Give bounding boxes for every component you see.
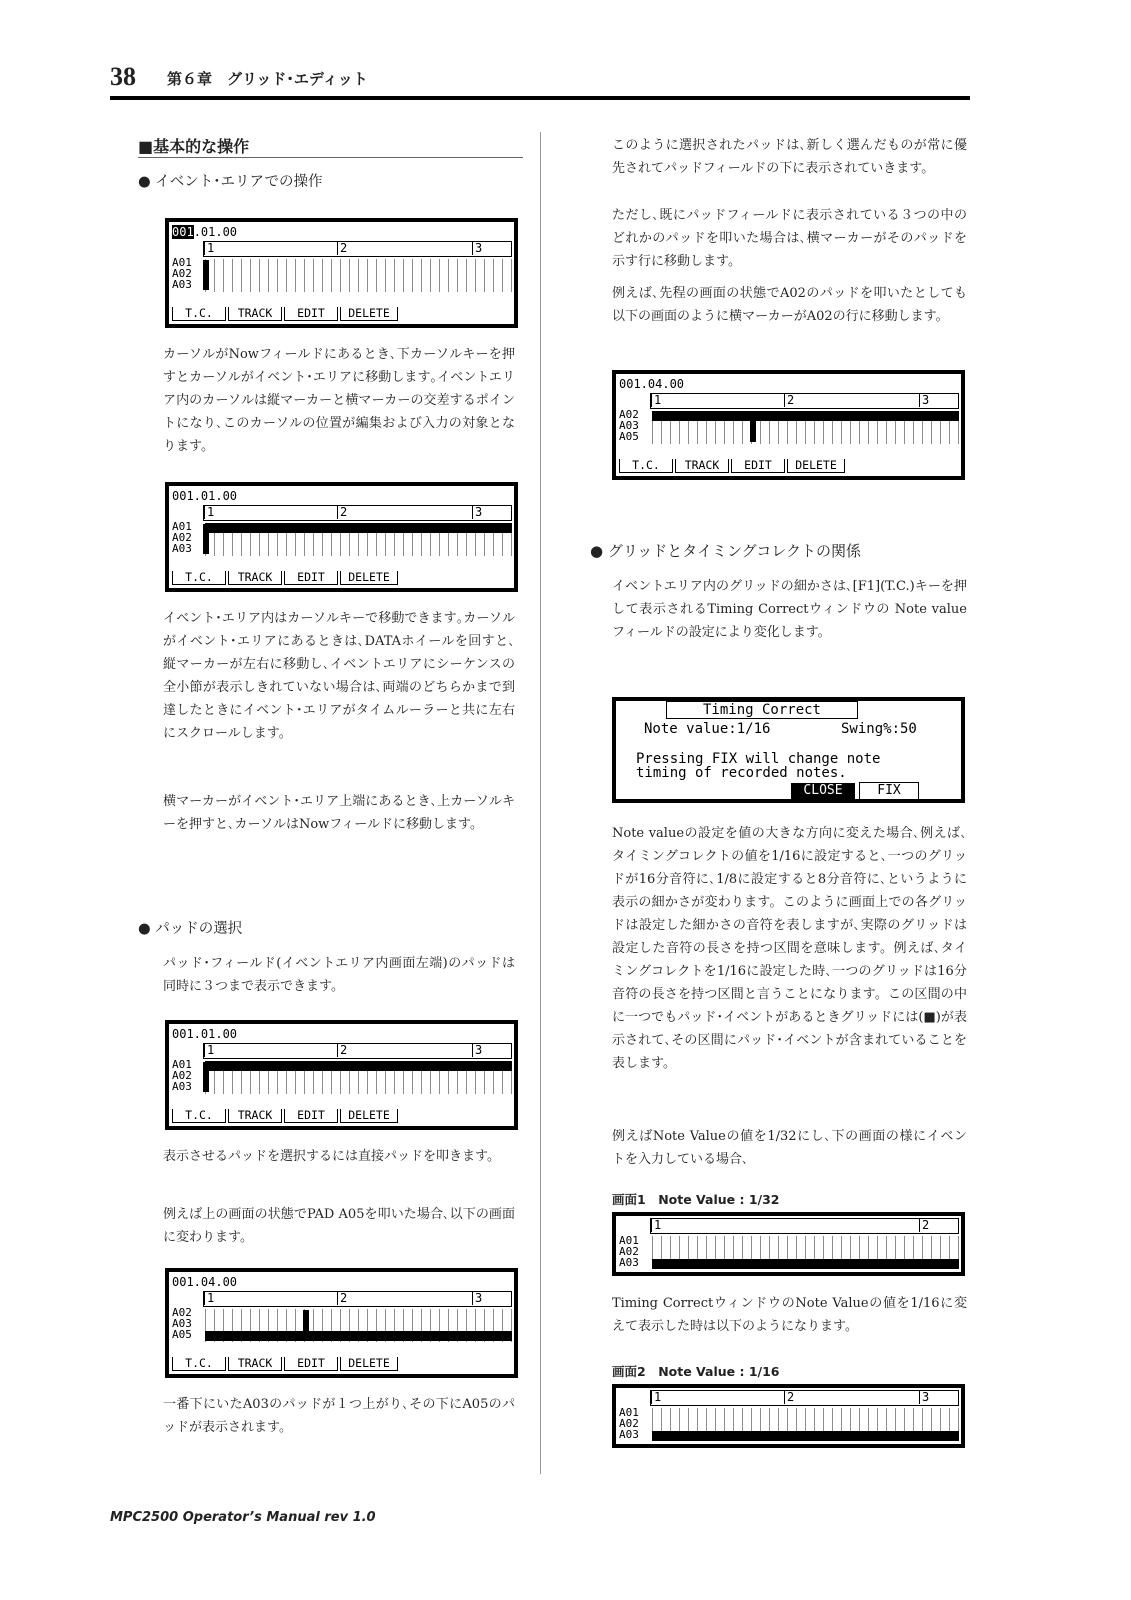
paragraph: 例えば､先程の画面の状態でA02のパッドを叩いたとしても以下の画面のように横マーカーがA02の行に移動します。 xyxy=(612,286,967,324)
now-field: 001.01.00 xyxy=(172,225,238,239)
message-line: Pressing FIX will change note xyxy=(636,751,881,767)
page-header xyxy=(110,62,970,98)
swing-field: Swing%:50 xyxy=(841,721,917,737)
note-value-field: Note value:1/16 xyxy=(644,721,771,737)
paragraph: カーソルがNowフィールドにあるとき､下カーソルキーを押すとカーソルがイベント･エリアに移動します｡イベントエリア内のカーソルは縦マーカーと横マーカーの交差するポイントになり､このカーソルの位置が編集および入力の対象となります。 xyxy=(163,347,515,454)
subsection-event-area: ● イベント･エリアでの操作 xyxy=(138,174,323,190)
lcd-screen-5 xyxy=(612,370,965,480)
subsection-grid-timing: ● グリッドとタイミングコレクトの関係 xyxy=(590,542,862,560)
lcd-screen-4 xyxy=(165,1268,518,1378)
pad-field: A01 A02 A03 xyxy=(172,256,192,291)
function-keys: T.C. TRACK EDIT DELETE xyxy=(619,459,871,473)
time-ruler: 1 2 3 xyxy=(650,393,959,409)
caption-screen-2: 画面2 Note Value : 1/16 xyxy=(612,1364,780,1379)
paragraph: ただし､既にパッドフィールドに表示されている３つの中のどれかのパッドを叩いた場合は､横マーカーがそのパッドを示す行に移動します。 xyxy=(612,208,967,269)
column-divider xyxy=(540,132,541,1474)
timing-correct-window xyxy=(612,697,965,803)
window-title: Timing Correct xyxy=(666,701,858,719)
cursor-marker xyxy=(750,412,756,442)
horizontal-marker xyxy=(652,1259,959,1269)
lcd-strip-2 xyxy=(612,1384,965,1448)
event-grid xyxy=(205,259,512,292)
now-field: 001.01.00 xyxy=(172,1027,238,1041)
pad-field: A01 A02 A03 xyxy=(619,1234,639,1269)
footer: MPC2500 Operator’s Manual rev 1.0 xyxy=(110,1510,376,1525)
horizontal-marker xyxy=(205,1061,512,1071)
paragraph: このように選択されたパッドは､新しく選んだものが常に優先されてパッドフィールドの下に表示されていきます。 xyxy=(612,138,967,176)
section-rule xyxy=(138,157,523,158)
lcd-screen-2 xyxy=(165,482,518,592)
page-number: 38 xyxy=(110,62,136,91)
cursor-marker xyxy=(203,524,209,554)
now-field: 001.04.00 xyxy=(172,1275,238,1289)
pad-field: A01 A02 A03 xyxy=(172,1058,192,1093)
message-line: timing of recorded notes. xyxy=(636,765,847,781)
chapter-title: 第６章 グリッド･エディット xyxy=(167,70,368,88)
function-keys: T.C. TRACK EDIT DELETE xyxy=(172,1357,424,1371)
cursor-marker xyxy=(203,1062,209,1092)
paragraph: 一番下にいたA03のパッドが１つ上がり､その下にA05のパッドが表示されます。 xyxy=(163,1397,515,1435)
paragraph: Note valueの設定を値の大きな方向に変えた場合､例えば､タイミングコレクトの値を1/16に設定すると､一つのグリッドが16分音符に､1/8に設定すると8分音符に､というように表示の細かさが変わります。このように画面上での各グリッドは設定した細かさの音符を表しますが､実際のグリッドは設定した音符の長さを持つ区間を意味します。例えば､タイミングコレクトを1/16に設定した時､一つのグリッドは16分音符の長さを持つ区間と言うことになります。この区間の中に一つでもパッド･イベントがあるときグリッドには(■)が表示されて､その区間にパッド･イベントが含まれていることを表します。 xyxy=(612,826,967,1071)
horizontal-marker xyxy=(205,1331,512,1341)
time-ruler: 1 2 xyxy=(650,1218,959,1234)
paragraph: イベントエリア内のグリッドの細かさは､[F1](T.C.)キーを押して表示されるTiming Correctウィンドウの Note valueフィールドの設定により変化します。 xyxy=(612,579,967,640)
header-rule xyxy=(110,96,970,100)
time-ruler: 1 2 3 xyxy=(650,1390,959,1406)
paragraph: イベント･エリア内はカーソルキーで移動できます｡カーソルがイベント･エリアにあるときは､DATAホイールを回すと､縦マーカーが左右に移動し､イベントエリアにシーケンスの全小節が表示しきれていない場合は､両端のどちらかまで到達したときにイベント･エリアがタイムルーラーと共に左右にスクロールします。 xyxy=(163,611,515,741)
pad-field: A02 A03 A05 xyxy=(172,1306,192,1341)
horizontal-marker xyxy=(652,411,959,421)
lcd-screen-1 xyxy=(165,218,518,328)
lcd-strip-1 xyxy=(612,1212,965,1276)
close-button[interactable]: CLOSE xyxy=(791,783,855,799)
time-ruler: 1 2 3 xyxy=(203,1291,512,1307)
paragraph: 表示させるパッドを選択するには直接パッドを叩きます。 xyxy=(163,1149,500,1164)
horizontal-marker xyxy=(652,1431,959,1441)
paragraph: 例えばNote Valueの値を1/32にし､下の画面の様にイベントを入力している場合､ xyxy=(612,1129,967,1167)
paragraph: 例えば上の画面の状態でPAD A05を叩いた場合､以下の画面に変わります。 xyxy=(163,1207,515,1245)
time-ruler: 1 2 3 xyxy=(203,241,512,257)
function-keys: T.C. TRACK EDIT DELETE xyxy=(172,307,424,321)
fix-button[interactable]: FIX xyxy=(859,782,919,799)
now-field: 001.04.00 xyxy=(619,377,685,391)
section-title: ■基本的な操作 xyxy=(138,137,250,156)
function-keys: T.C. TRACK EDIT DELETE xyxy=(172,1109,424,1123)
time-ruler: 1 2 3 xyxy=(203,1043,512,1059)
paragraph: パッド･フィールド(イベントエリア内画面左端)のパッドは同時に３つまで表示できます。 xyxy=(163,956,515,994)
time-ruler: 1 2 3 xyxy=(203,505,512,521)
pad-field: A01 A02 A03 xyxy=(619,1406,639,1441)
paragraph: Timing CorrectウィンドウのNote Valueの値を1/16に変えて表示した時は以下のようになります。 xyxy=(612,1296,967,1334)
pad-field: A01 A02 A03 xyxy=(172,520,192,555)
caption-screen-1: 画面1 Note Value : 1/32 xyxy=(612,1192,780,1207)
paragraph: 横マーカーがイベント･エリア上端にあるとき､上カーソルキーを押すと､カーソルはNowフィールドに移動します。 xyxy=(163,794,515,832)
horizontal-marker xyxy=(205,523,512,533)
cursor-marker xyxy=(303,1310,309,1340)
pad-field: A02 A03 A05 xyxy=(619,408,639,443)
function-keys: T.C. TRACK EDIT DELETE xyxy=(172,571,424,585)
now-field: 001.01.00 xyxy=(172,489,238,503)
lcd-screen-3 xyxy=(165,1020,518,1130)
cursor-marker xyxy=(203,260,209,290)
subsection-pad-select: ● パッドの選択 xyxy=(138,921,243,937)
